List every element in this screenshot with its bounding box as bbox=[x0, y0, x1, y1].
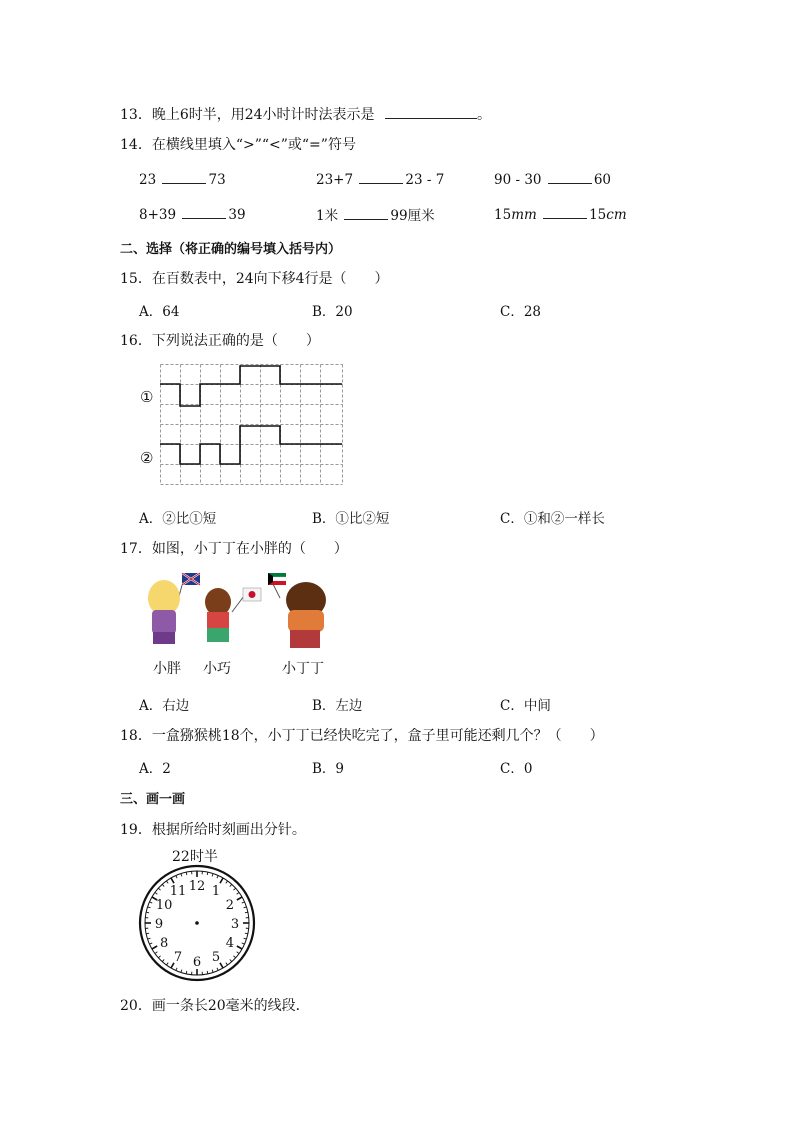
compare-item: 15mm 15cm bbox=[494, 204, 627, 223]
line-label-1: ① bbox=[140, 388, 154, 406]
girl-xiaodingding bbox=[268, 573, 326, 648]
compare-blank[interactable] bbox=[359, 169, 403, 184]
option-c[interactable]: C．①和②一样长 bbox=[500, 511, 605, 527]
compare-item: 23 73 bbox=[139, 169, 226, 188]
clock-tick bbox=[207, 971, 208, 974]
question-17-text: 17．如图，小丁丁在小胖的（ ） bbox=[120, 541, 348, 557]
broken-lines-figure bbox=[160, 364, 344, 490]
option-c[interactable]: C．28 bbox=[500, 304, 542, 320]
question-18-text: 18．一盒猕猴桃18个，小丁丁已经快吃完了，盒子里可能还剩几个？（ ） bbox=[120, 728, 604, 744]
question-14-text: 14．在横线里填入“>”“<”或“=”符号 bbox=[120, 137, 356, 153]
line-label-2: ② bbox=[140, 449, 154, 467]
name-xiaoqiao: 小巧 bbox=[203, 661, 231, 677]
clock-number: 1 bbox=[211, 884, 221, 900]
clock-tick bbox=[146, 912, 149, 913]
clock-number: 2 bbox=[225, 898, 235, 913]
clock-tick bbox=[207, 872, 208, 875]
children-illustration bbox=[140, 570, 340, 658]
option-a[interactable]: A．64 bbox=[139, 304, 180, 320]
clock-number: 12 bbox=[188, 879, 206, 894]
clock-number: 3 bbox=[230, 917, 240, 932]
answer-blank[interactable] bbox=[385, 104, 477, 119]
clock-tick bbox=[245, 912, 248, 913]
clock-number: 11 bbox=[169, 884, 187, 900]
name-xiaodingding: 小丁丁 bbox=[282, 661, 324, 677]
clock-number: 10 bbox=[155, 898, 173, 913]
compare-item: 23+7 23 - 7 bbox=[316, 169, 444, 188]
dashed-grid bbox=[161, 365, 343, 485]
question-15-text: 15．在百数表中，24向下移4行是（ ） bbox=[120, 271, 389, 287]
option-b[interactable]: B．左边 bbox=[312, 698, 363, 714]
option-b[interactable]: B．20 bbox=[312, 304, 353, 320]
clock-center-dot bbox=[195, 921, 199, 925]
option-b[interactable]: B．①比②短 bbox=[312, 511, 390, 527]
question-20-text: 20．画一条长20毫米的线段． bbox=[120, 998, 310, 1014]
clock-tick bbox=[186, 971, 187, 974]
compare-item: 1米 99厘米 bbox=[316, 204, 435, 224]
compare-blank[interactable] bbox=[162, 169, 206, 184]
question-19-text: 19．根据所给时刻画出分针。 bbox=[120, 822, 306, 838]
option-a[interactable]: A．2 bbox=[139, 761, 171, 777]
clock-time-label: 22时半 bbox=[172, 849, 218, 865]
option-c[interactable]: C．中间 bbox=[500, 698, 551, 714]
option-c[interactable]: C．0 bbox=[500, 761, 533, 777]
compare-blank[interactable] bbox=[548, 169, 592, 184]
clock-number: 7 bbox=[173, 949, 183, 965]
clock-number: 5 bbox=[211, 949, 221, 965]
question-13-end: 。 bbox=[477, 107, 491, 123]
clock-tick bbox=[146, 933, 149, 934]
clock-face[interactable] bbox=[138, 864, 256, 982]
broken-line-1 bbox=[160, 366, 342, 406]
clock-number: 4 bbox=[225, 936, 235, 951]
question-13-text: 13．晚上6时半，用24小时计时法表示是 bbox=[120, 107, 375, 123]
name-xiaopang: 小胖 bbox=[153, 661, 181, 677]
clock-tick bbox=[186, 872, 187, 875]
question-13 bbox=[120, 104, 491, 124]
compare-blank[interactable] bbox=[182, 204, 226, 219]
girl-xiaoqiao bbox=[205, 588, 261, 642]
clock-number: 9 bbox=[154, 917, 164, 932]
girl-xiaopang bbox=[148, 573, 200, 644]
question-16-text: 16．下列说法正确的是（ ） bbox=[120, 333, 320, 349]
compare-item: 8+39 39 bbox=[139, 204, 246, 223]
compare-blank[interactable] bbox=[543, 204, 587, 219]
section-3-heading: 三、画一画 bbox=[120, 792, 186, 807]
section-2-heading: 二、选择（将正确的编号填入括号内） bbox=[120, 242, 342, 257]
option-a[interactable]: A．右边 bbox=[139, 698, 190, 714]
compare-item: 90 - 30 60 bbox=[494, 169, 611, 188]
clock-tick bbox=[245, 933, 248, 934]
clock-number: 6 bbox=[192, 955, 202, 970]
option-b[interactable]: B．9 bbox=[312, 761, 345, 777]
clock-number: 8 bbox=[159, 936, 169, 951]
option-a[interactable]: A．②比①短 bbox=[139, 511, 217, 527]
compare-blank[interactable] bbox=[344, 205, 388, 220]
